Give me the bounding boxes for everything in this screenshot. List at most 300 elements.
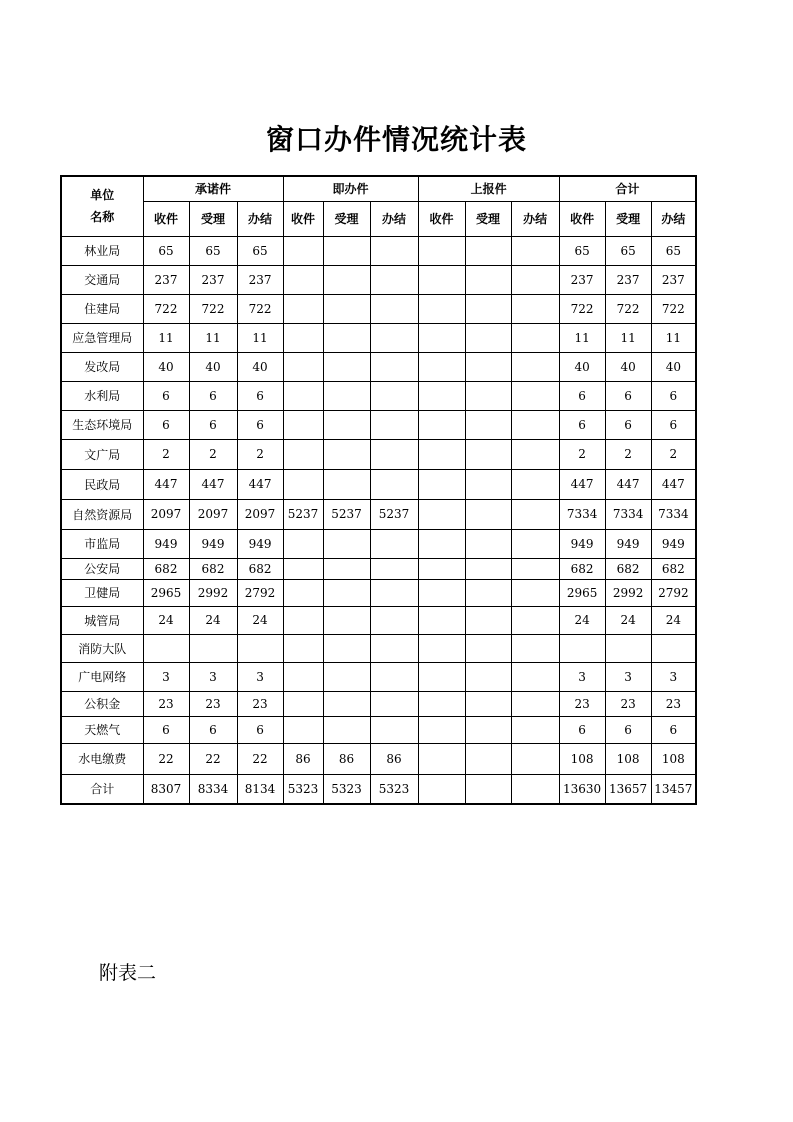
value-cell: 5323 [323, 774, 370, 804]
value-cell: 7334 [559, 499, 605, 529]
page-title: 窗口办件情况统计表 [265, 123, 527, 156]
value-cell: 6 [143, 381, 189, 410]
value-cell [370, 716, 418, 743]
group-header-instant: 即办件 [283, 176, 418, 201]
value-cell [283, 352, 323, 381]
unit-name-cell: 文广局 [61, 439, 143, 469]
value-cell [511, 352, 559, 381]
value-cell: 23 [237, 691, 283, 716]
value-cell [189, 634, 237, 662]
value-cell: 722 [651, 294, 696, 323]
sub-header-accepted: 受理 [189, 201, 237, 236]
value-cell [465, 469, 511, 499]
unit-header-line1: 单位 [90, 188, 115, 203]
value-cell [370, 469, 418, 499]
sub-header-completed: 办结 [511, 201, 559, 236]
value-cell: 86 [283, 743, 323, 774]
value-cell [323, 606, 370, 634]
value-cell: 949 [189, 529, 237, 558]
value-cell: 11 [559, 323, 605, 352]
unit-name-cell: 公安局 [61, 558, 143, 579]
value-cell [511, 469, 559, 499]
statistics-table [60, 175, 697, 805]
value-cell [511, 410, 559, 439]
table-row [61, 691, 696, 716]
value-cell: 24 [559, 606, 605, 634]
value-cell [418, 774, 465, 804]
value-cell [465, 662, 511, 691]
value-cell: 2965 [143, 579, 189, 606]
table-row [61, 352, 696, 381]
value-cell: 5237 [323, 499, 370, 529]
value-cell: 24 [189, 606, 237, 634]
value-cell [370, 606, 418, 634]
value-cell [418, 743, 465, 774]
value-cell: 23 [189, 691, 237, 716]
value-cell: 6 [605, 381, 651, 410]
value-cell: 86 [370, 743, 418, 774]
value-cell [283, 323, 323, 352]
value-cell: 237 [237, 265, 283, 294]
unit-name-cell: 公积金 [61, 691, 143, 716]
value-cell: 3 [143, 662, 189, 691]
value-cell: 6 [651, 410, 696, 439]
value-cell [283, 294, 323, 323]
table-row [61, 294, 696, 323]
sub-header-completed: 办结 [370, 201, 418, 236]
value-cell: 6 [237, 381, 283, 410]
value-cell [370, 265, 418, 294]
value-cell [465, 236, 511, 265]
value-cell: 22 [237, 743, 283, 774]
value-cell: 949 [143, 529, 189, 558]
value-cell: 682 [237, 558, 283, 579]
value-cell: 65 [189, 236, 237, 265]
value-cell: 949 [237, 529, 283, 558]
value-cell [418, 716, 465, 743]
value-cell [511, 323, 559, 352]
value-cell [283, 606, 323, 634]
value-cell: 40 [143, 352, 189, 381]
unit-name-cell: 广电网络 [61, 662, 143, 691]
value-cell [465, 558, 511, 579]
value-cell [323, 579, 370, 606]
value-cell: 23 [143, 691, 189, 716]
group-header-total: 合计 [559, 176, 696, 201]
table-row [61, 236, 696, 265]
value-cell [370, 529, 418, 558]
group-header-promise: 承诺件 [143, 176, 283, 201]
value-cell: 237 [605, 265, 651, 294]
value-cell [511, 716, 559, 743]
value-cell: 3 [189, 662, 237, 691]
value-cell: 40 [605, 352, 651, 381]
value-cell: 447 [143, 469, 189, 499]
value-cell: 2 [605, 439, 651, 469]
value-cell [511, 558, 559, 579]
value-cell: 2 [651, 439, 696, 469]
value-cell [283, 381, 323, 410]
value-cell: 65 [143, 236, 189, 265]
value-cell [283, 716, 323, 743]
value-cell [465, 439, 511, 469]
value-cell [511, 691, 559, 716]
unit-name-header [61, 176, 143, 236]
value-cell [323, 294, 370, 323]
value-cell [418, 499, 465, 529]
value-cell: 447 [237, 469, 283, 499]
value-cell [283, 439, 323, 469]
value-cell: 2792 [237, 579, 283, 606]
value-cell: 2097 [189, 499, 237, 529]
value-cell [465, 381, 511, 410]
unit-name-cell: 市监局 [61, 529, 143, 558]
value-cell: 722 [605, 294, 651, 323]
value-cell: 11 [651, 323, 696, 352]
unit-name-cell: 水电缴费 [61, 743, 143, 774]
value-cell [283, 558, 323, 579]
value-cell [418, 529, 465, 558]
table-row [61, 529, 696, 558]
value-cell: 24 [143, 606, 189, 634]
value-cell: 24 [651, 606, 696, 634]
unit-name-cell: 自然资源局 [61, 499, 143, 529]
value-cell: 2 [189, 439, 237, 469]
value-cell: 6 [605, 716, 651, 743]
sub-header-received: 收件 [559, 201, 605, 236]
value-cell: 22 [189, 743, 237, 774]
value-cell [370, 236, 418, 265]
value-cell [283, 265, 323, 294]
value-cell: 3 [605, 662, 651, 691]
sub-header-completed: 办结 [651, 201, 696, 236]
value-cell: 86 [323, 743, 370, 774]
unit-header-line2: 名称 [90, 210, 115, 225]
table-row [61, 579, 696, 606]
value-cell [605, 634, 651, 662]
value-cell: 2992 [605, 579, 651, 606]
value-cell: 722 [559, 294, 605, 323]
value-cell [511, 439, 559, 469]
value-cell: 722 [189, 294, 237, 323]
value-cell: 24 [237, 606, 283, 634]
value-cell: 6 [651, 381, 696, 410]
value-cell: 6 [559, 716, 605, 743]
value-cell: 237 [143, 265, 189, 294]
value-cell [323, 662, 370, 691]
value-cell [511, 606, 559, 634]
value-cell: 447 [559, 469, 605, 499]
value-cell [323, 323, 370, 352]
value-cell [283, 691, 323, 716]
value-cell: 5323 [283, 774, 323, 804]
value-cell [465, 774, 511, 804]
value-cell: 2 [559, 439, 605, 469]
table-row [61, 662, 696, 691]
value-cell [511, 579, 559, 606]
value-cell [418, 606, 465, 634]
value-cell [465, 743, 511, 774]
value-cell [370, 294, 418, 323]
value-cell [370, 439, 418, 469]
table-row [61, 381, 696, 410]
value-cell: 7334 [605, 499, 651, 529]
value-cell: 2992 [189, 579, 237, 606]
value-cell: 447 [189, 469, 237, 499]
value-cell [465, 294, 511, 323]
value-cell [323, 381, 370, 410]
unit-name-cell: 民政局 [61, 469, 143, 499]
sub-header-completed: 办结 [237, 201, 283, 236]
value-cell: 682 [143, 558, 189, 579]
sub-header-accepted: 受理 [605, 201, 651, 236]
value-cell: 2 [143, 439, 189, 469]
unit-name-cell: 合计 [61, 774, 143, 804]
value-cell: 237 [559, 265, 605, 294]
table-row [61, 774, 696, 804]
value-cell: 6 [605, 410, 651, 439]
value-cell [511, 294, 559, 323]
value-cell [418, 294, 465, 323]
value-cell: 5237 [370, 499, 418, 529]
value-cell: 5323 [370, 774, 418, 804]
value-cell [323, 265, 370, 294]
value-cell: 447 [651, 469, 696, 499]
sub-header-received: 收件 [143, 201, 189, 236]
value-cell: 682 [605, 558, 651, 579]
table-row [61, 439, 696, 469]
value-cell [283, 634, 323, 662]
value-cell: 2792 [651, 579, 696, 606]
value-cell: 722 [143, 294, 189, 323]
value-cell [283, 469, 323, 499]
table-row [61, 265, 696, 294]
value-cell [465, 265, 511, 294]
sub-header-received: 收件 [418, 201, 465, 236]
value-cell [418, 381, 465, 410]
table-row [61, 558, 696, 579]
value-cell [559, 634, 605, 662]
value-cell [418, 265, 465, 294]
value-cell [511, 774, 559, 804]
value-cell [370, 558, 418, 579]
value-cell [511, 236, 559, 265]
value-cell: 2 [237, 439, 283, 469]
value-cell [418, 410, 465, 439]
value-cell [283, 662, 323, 691]
value-cell [418, 236, 465, 265]
value-cell [323, 716, 370, 743]
value-cell [323, 529, 370, 558]
value-cell [418, 579, 465, 606]
value-cell [323, 410, 370, 439]
value-cell: 8307 [143, 774, 189, 804]
table-row [61, 469, 696, 499]
value-cell [418, 439, 465, 469]
value-cell [465, 352, 511, 381]
value-cell: 2097 [237, 499, 283, 529]
value-cell [418, 558, 465, 579]
value-cell [465, 716, 511, 743]
value-cell: 108 [651, 743, 696, 774]
value-cell: 237 [651, 265, 696, 294]
value-cell: 13657 [605, 774, 651, 804]
value-cell [511, 265, 559, 294]
value-cell: 11 [237, 323, 283, 352]
value-cell: 11 [605, 323, 651, 352]
value-cell: 65 [605, 236, 651, 265]
value-cell [511, 634, 559, 662]
value-cell: 11 [189, 323, 237, 352]
value-cell [370, 410, 418, 439]
value-cell: 23 [651, 691, 696, 716]
value-cell [511, 499, 559, 529]
value-cell: 23 [605, 691, 651, 716]
value-cell [370, 662, 418, 691]
value-cell [370, 381, 418, 410]
unit-name-cell: 水利局 [61, 381, 143, 410]
value-cell [511, 381, 559, 410]
value-cell [323, 634, 370, 662]
value-cell: 23 [559, 691, 605, 716]
value-cell: 65 [237, 236, 283, 265]
value-cell [465, 410, 511, 439]
value-cell: 22 [143, 743, 189, 774]
value-cell: 40 [237, 352, 283, 381]
value-cell [511, 743, 559, 774]
value-cell [370, 352, 418, 381]
value-cell [511, 529, 559, 558]
value-cell: 8334 [189, 774, 237, 804]
table-row [61, 410, 696, 439]
value-cell: 949 [651, 529, 696, 558]
value-cell: 6 [143, 716, 189, 743]
value-cell: 6 [189, 716, 237, 743]
unit-name-cell: 生态环境局 [61, 410, 143, 439]
group-header-reported: 上报件 [418, 176, 559, 201]
unit-name-cell: 林业局 [61, 236, 143, 265]
value-cell [370, 691, 418, 716]
value-cell [418, 323, 465, 352]
value-cell [465, 323, 511, 352]
value-cell: 6 [237, 410, 283, 439]
value-cell [418, 662, 465, 691]
value-cell: 6 [237, 716, 283, 743]
table-body [61, 236, 696, 804]
table-row [61, 323, 696, 352]
value-cell: 3 [559, 662, 605, 691]
value-cell: 65 [651, 236, 696, 265]
unit-name-cell: 城管局 [61, 606, 143, 634]
value-cell: 13630 [559, 774, 605, 804]
appendix-note: 附表二 [99, 962, 157, 984]
value-cell [511, 662, 559, 691]
table-row [61, 606, 696, 634]
value-cell: 24 [605, 606, 651, 634]
value-cell [465, 579, 511, 606]
value-cell [418, 469, 465, 499]
value-cell: 949 [605, 529, 651, 558]
value-cell: 237 [189, 265, 237, 294]
value-cell [143, 634, 189, 662]
unit-name-cell: 应急管理局 [61, 323, 143, 352]
value-cell [323, 469, 370, 499]
table-row [61, 634, 696, 662]
value-cell: 65 [559, 236, 605, 265]
value-cell: 40 [189, 352, 237, 381]
value-cell [465, 634, 511, 662]
value-cell [465, 529, 511, 558]
value-cell: 3 [651, 662, 696, 691]
sub-header-accepted: 受理 [323, 201, 370, 236]
value-cell [323, 236, 370, 265]
value-cell [370, 579, 418, 606]
value-cell [651, 634, 696, 662]
value-cell [283, 410, 323, 439]
value-cell: 11 [143, 323, 189, 352]
value-cell [465, 691, 511, 716]
value-cell: 6 [651, 716, 696, 743]
sub-header-received: 收件 [283, 201, 323, 236]
value-cell: 8134 [237, 774, 283, 804]
value-cell: 447 [605, 469, 651, 499]
value-cell [283, 236, 323, 265]
value-cell: 6 [189, 410, 237, 439]
value-cell: 6 [143, 410, 189, 439]
table-row [61, 716, 696, 743]
unit-name-cell: 天燃气 [61, 716, 143, 743]
value-cell [370, 323, 418, 352]
table-row [61, 499, 696, 529]
value-cell [237, 634, 283, 662]
value-cell [465, 606, 511, 634]
value-cell: 6 [559, 410, 605, 439]
value-cell [283, 579, 323, 606]
value-cell [323, 352, 370, 381]
value-cell: 682 [559, 558, 605, 579]
value-cell: 2097 [143, 499, 189, 529]
value-cell [370, 634, 418, 662]
value-cell: 108 [605, 743, 651, 774]
value-cell: 6 [189, 381, 237, 410]
value-cell: 108 [559, 743, 605, 774]
value-cell [465, 499, 511, 529]
value-cell [323, 558, 370, 579]
value-cell: 40 [651, 352, 696, 381]
value-cell: 2965 [559, 579, 605, 606]
sub-header-accepted: 受理 [465, 201, 511, 236]
value-cell: 682 [651, 558, 696, 579]
unit-name-cell: 发改局 [61, 352, 143, 381]
value-cell: 682 [189, 558, 237, 579]
value-cell: 5237 [283, 499, 323, 529]
value-cell: 6 [559, 381, 605, 410]
value-cell [418, 634, 465, 662]
table-row [61, 743, 696, 774]
unit-name-cell: 消防大队 [61, 634, 143, 662]
unit-name-cell: 住建局 [61, 294, 143, 323]
value-cell: 949 [559, 529, 605, 558]
value-cell [418, 691, 465, 716]
value-cell [323, 439, 370, 469]
value-cell: 13457 [651, 774, 696, 804]
value-cell [323, 691, 370, 716]
value-cell: 40 [559, 352, 605, 381]
unit-name-cell: 交通局 [61, 265, 143, 294]
value-cell [283, 529, 323, 558]
value-cell: 7334 [651, 499, 696, 529]
value-cell [418, 352, 465, 381]
